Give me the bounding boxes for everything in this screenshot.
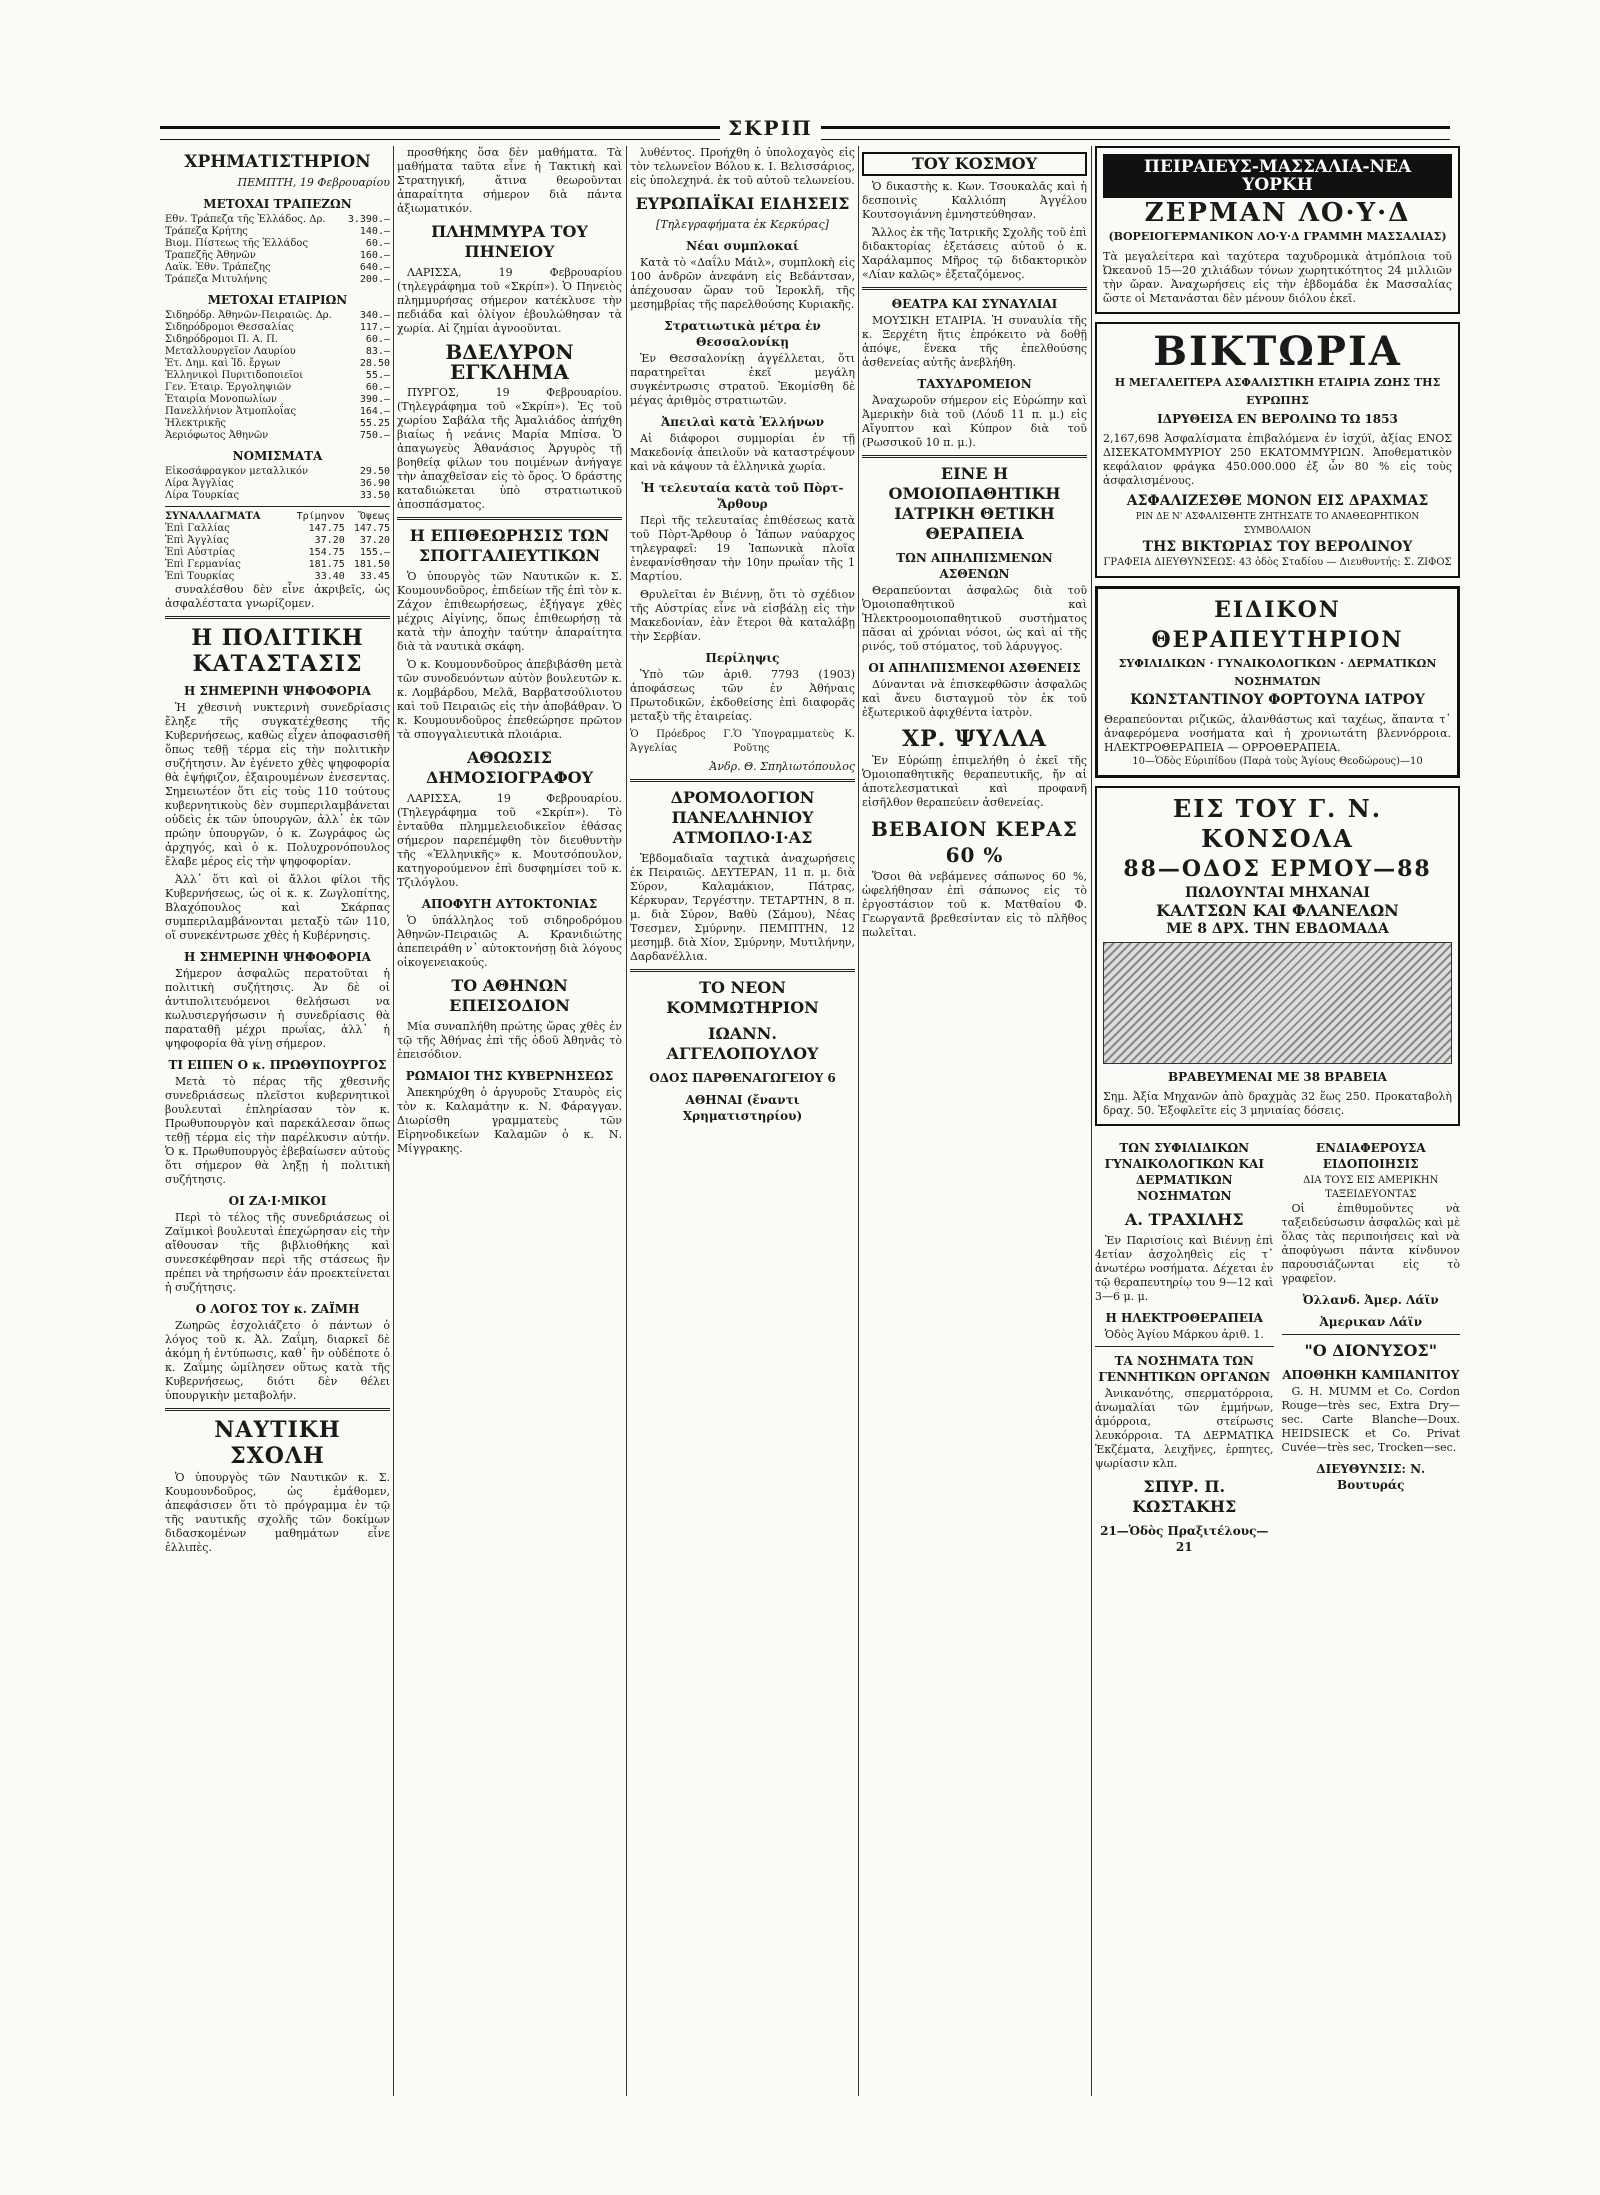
war-title: Στρατιωτικὰ μέτρα ἐν Θεσσαλονίκῃ bbox=[664, 319, 821, 349]
ship-title: ΠΕΙΡΑΙΕΥΣ-ΜΑΣΣΑΛΙΑ-ΝΕΑ ΥΟΡΚΗ bbox=[1103, 154, 1452, 198]
bank-value: 60.— bbox=[365, 238, 390, 249]
bank-value: 200.— bbox=[359, 274, 390, 285]
sign-name: Ἀνδρ. Θ. Σπηλιωτόπουλος bbox=[709, 760, 855, 773]
column-divider bbox=[393, 146, 394, 2096]
kos-title: ΤΑ ΝΟΣΗΜΑΤΑ ΤΩΝ ΓΕΝΝΗΤΙΚΩΝ ΟΡΓΑΝΩΝ bbox=[1098, 1354, 1271, 1384]
fx-head-1: Τρίμηνον bbox=[296, 511, 345, 522]
post-text: Ἀναχωροῦν σήμερον εἰς Εὐρώπην καὶ Ἀμερικὴν διὰ τοῦ (Λόυδ 11 π. μ.) εἰς Αἴγυπτον καὶ Κύπρον διὰ τοῦ (Ρωσσικοῦ 10 π. μ.). bbox=[862, 394, 1087, 449]
fx-name: Ἐπὶ Τουρκίας bbox=[165, 571, 235, 582]
vote-title: Η ΣΗΜΕΡΙΝΗ ΨΗΦΟΦΟΡΙΑ bbox=[184, 684, 371, 698]
trax-title: ΤΩΝ ΣΥΦΙΛΙΔΙΚΩΝ ΓΥΝΑΙΚΟΛΟΓΙΚΩΝ ΚΑΙ ΔΕΡΜΑΤΙΚΩΝ ΝΟΣΗΜΑΤΩΝ bbox=[1104, 1141, 1264, 1203]
paper-text: Ἐν Εὐρώπῃ ἐπιμελήθη ὁ ἐκεῖ τῆς Ὁμοιοπαθητικῆς θεραπευτικῆς, ἤν αἱ ἀποτελεσματικαὶ καὶ προφανῆ εἰσῆλθον θεραπεύειν ἀσθενείας. bbox=[862, 754, 1087, 809]
kos-text: Ἀνικανότης, σπερματόρροια, ἀνωμαλίαι τῶν ἐμμήνων, ἀμόρροια, στείρωσις λευκόρροια. ΤΑ ΔΕΡΜΑΤΙΚΑ Ἐκζέματα, λειχῆνες, ἑρπητες, ψωρίασιν κλπ. bbox=[1095, 1387, 1274, 1470]
companies-title: ΜΕΤΟΧΑΙ ΕΤΑΙΡΙΩΝ bbox=[207, 293, 348, 307]
candle-text: Ὅσοι θὰ νεβάμενες σάπωνος 60 %, ὠφελήθησαν ἐπὶ σάπωνος εἰς τὸ ἐργοστάσιον τοῦ κ. Ματθαίου Φ. Γεωργαντᾶ βρεθεσίνταν εἰς τὸ πλῆθος πωλεῖται. bbox=[862, 870, 1087, 939]
company-value: 390.— bbox=[359, 394, 390, 405]
clash-title: Νέαι συμπλοκαί bbox=[686, 239, 799, 253]
lower-ads-right bbox=[1282, 1134, 1461, 1557]
trax-text: Ἐν Παρισίοις καὶ Βιέννῃ ἐπὶ 4ετίαν ἀσχοληθεὶς εἰς τ᾿ ἀνωτέρω νοσήματα. Δέχεται ἐν τῷ θεραπευτηρίῳ του 9—12 καὶ 3—6 μ. μ. bbox=[1095, 1234, 1274, 1303]
bank-value: 140.— bbox=[359, 226, 390, 237]
crime-title: ΒΔΕΛΥΡΟΝ ΕΓΚΛΗΜΑ bbox=[445, 340, 574, 384]
victoria-company: ΤΗΣ ΒΙΚΤΩΡΙΑΣ ΤΟΥ ΒΕΡΟΛΙΝΟΥ bbox=[1142, 539, 1413, 555]
trax-electro: Η ΗΛΕΚΤΡΟΘΕΡΑΠΕΙΑ bbox=[1105, 1311, 1263, 1325]
konsola-award: ΒΡΑΒΕΥΜΕΝΑΙ ΜΕ 38 ΒΡΑΒΕΙΑ bbox=[1167, 1070, 1387, 1084]
banks-title: ΜΕΤΟΧΑΙ ΤΡΑΠΕΖΩΝ bbox=[203, 197, 352, 211]
fx-name: Ἐπὶ Αὐστρίας bbox=[165, 547, 236, 558]
coin-name: Λίρα Τουρκίας bbox=[165, 490, 240, 501]
theatre-title: ΘΕΑΤΡΑ ΚΑΙ ΣΥΝΑΥΛΙΑΙ bbox=[891, 297, 1058, 311]
bank-row bbox=[165, 274, 390, 286]
fx-note: συναλέσθου δὲν εἶνε ἀκριβεῖς, ὡς ἀσφαλέστατα γνωρίζομεν. bbox=[165, 583, 390, 610]
barber-title-1: ΤΟ ΝΕΟΝ ΚΟΜΜΩΤΗΡΙΟΝ bbox=[666, 978, 819, 1017]
sign-left: Ὁ Πρόεδρος Γ. Ἀγγελίας bbox=[630, 729, 734, 754]
coin-row bbox=[165, 466, 390, 478]
emig-ship-2: Ἀμερικαν Λάϊν bbox=[1319, 1315, 1423, 1329]
konsola-sell: ΠΩΛΟΥΝΤΑΙ ΜΗΧΑΝΑΙ bbox=[1185, 885, 1370, 901]
companies-table bbox=[165, 310, 390, 442]
bank-name: Τράπεζα Μιτυλήνης bbox=[165, 274, 268, 285]
column-divider bbox=[858, 146, 859, 2096]
today-text: Σήμερον ἀσφαλῶς περατοῦται ἡ πολιτικὴ συζήτησις. Ἀν δὲ οἱ ἀντιπολιτευόμενοι θελήσωσι να κωλυσιεργήσωσιν ἡ συνεδρίασις θὰ παραταθῇ μέχρι πρωΐας, ἀλλ᾿ ἡ ψηφοφορία θὰ γίνῃ σήμερον. bbox=[165, 967, 390, 1050]
masthead-title: ΣΚΡΙΠ bbox=[720, 116, 821, 140]
journal-title: ΑΘΩΩΣΙΣ ΔΗΜΟΣΙΟΓΡΑΦΟΥ bbox=[425, 748, 593, 787]
bank-name: Βιομ. Πίστεως τῆς Ἑλλάδος bbox=[165, 238, 309, 249]
speech-text: Ζωηρῶς ἐσχολιάζετο ὁ πάντων ὁ λόγος τοῦ κ. Ἀλ. Ζαΐμη, διαρκεῖ δὲ ἀκόμη ἡ ἐντύπωσις, καθ᾿ ἣν οὐδέποτε ὁ κ. Ζαΐμης ὡμίλησεν οὕτως κατὰ τῆς Κυβερνήσεως, διότι δὲν θέλει ὑπουργικὴν μεταβολήν. bbox=[165, 1319, 390, 1402]
vote-text: Ἡ χθεσινὴ νυκτερινὴ συνεδρίασις ἔληξε τῆς συγκατέχθεσης τῆς Κυβερνήσεως, καθὼς εἶχεν ἀποφασισθῆ ὅπως τεθῇ τέρμα εἰς τὴν πολιτικὴν συζήτησιν. Ἀν ἐγένετο χθὲς ψηφοφορία θὰ ἐψήφιζον, ἐξαιρουμένων ἐνεσεντας. Σημειωτέον ὅτι εἰς τοὺς 110 τούτους κυβερνητικοὺς δὲν συμπεριλαμβάνεται οὐδεὶς ἐκ τῶν ὑπουργῶν, ἀλλ᾿ ἐκ τῶν πρώην ὑπουργῶν, ὁ κ. Ζωγράφος ὡς ἀρχηγός, καὶ ὁ κ. Πολυχρονόπουλος ἔλαβε μέρος εἰς τὴν ψηφοφορίαν. bbox=[165, 701, 390, 868]
col3-intro: λυθέντος. Προήχθη ὁ ὑπολοχαγὸς εἰς τὸν τελωνεῖον Βόλου κ. Ι. Βελισσάριος, εἰς ὑπολεχηνά. ἐκ τοῦ αὐτοῦ τελωνείου. bbox=[630, 146, 855, 187]
ship-name: ΖΕΡΜΑΝ ΛΟ·Υ·Δ bbox=[1144, 198, 1411, 228]
coins-table bbox=[165, 466, 390, 502]
theatre-text: ΜΟΥΣΙΚΗ ΕΤΑΙΡΙΑ. Ἡ συναυλία τῆς κ. Ξερχέτη ἥτις ἐπρόκειτο νὰ δοθῇ ἀπόψε, ἕνεκα τῆς ἐπελθούσης ἀσθενείας αὐτῆς ἀνεβλήθη. bbox=[862, 314, 1087, 369]
last-text: Μία συναπλήθη πρώτης ὥρας χθὲς ἐν τῷ τῆς Ἀθήνας ἐπὶ τῆς ὁδοῦ Ἀθηνᾶς τὸ ἐπεισόδιον. bbox=[397, 1020, 622, 1061]
candle-title: ΒΕΒΑΙΟΝ ΚΕΡΑΣ 60 % bbox=[871, 817, 1078, 867]
column-2 bbox=[397, 146, 622, 2096]
konsola-what: ΚΑΛΤΣΩΝ ΚΑΙ ΦΛΑΝΕΛΩΝ bbox=[1156, 901, 1399, 920]
column-divider bbox=[626, 146, 627, 2096]
last-text-2: Ἀπεκηρύχθη ὁ ἀργυροῦς Σταυρὸς εἰς τὸν κ. Καλαμάτην κ. Ν. Φάραγγαν. Διωρίσθη γραμματεὺς τῶν Εἰρηνοδικείων Καλαμῶν ὁ κ. Ν. Μίγγρακης. bbox=[397, 1086, 622, 1155]
signatures bbox=[630, 728, 855, 756]
bank-name: Τραπεζῆς Ἀθηνῶν bbox=[165, 250, 256, 261]
politics-title: Η ΠΟΛΙΤΙΚΗ ΚΑΤΑΣΤΑΣΙΣ bbox=[191, 625, 364, 677]
victoria-seek: ΡΙΝ ΔΕ Ν' ΑΣΦΑΛΙΣΘΗΤΕ ΖΗΤΗΣΑΤΕ ΤΟ ΑΝΑΘΕΩΡΗΤΙΚΟΝ ΣΥΜΒΟΛΑΙΟΝ bbox=[1135, 512, 1420, 536]
company-value: 60.— bbox=[365, 334, 390, 345]
world-text: Ὁ δικαστὴς κ. Κων. Τσουκαλᾶς καὶ ἡ δεσποινὶς Καλλιόπη Ἀγγέλου Κουτσογιάννη ἐμνηστεύθησαν. bbox=[862, 180, 1087, 221]
clinic-text: Θεραπεύονται ριζικῶς, ἀλανθάστως καὶ ταχέως, ἅπαντα τ᾿ ἀναφερόμενα νοσήματα καὶ ἡ χρονιωτάτη βλεννόρροια. ΗΛΕΚΤΡΟΘΕΡΑΠΕΙΑ — ΟΡΡΟΘΕΡΑΠΕΙΑ. bbox=[1104, 713, 1451, 754]
cure-title: ΕΙΝΕ Η ΟΜΟΙΟΠΑΘΗΤΙΚΗ ΙΑΤΡΙΚΗ ΘΕΤΙΚΗ ΘΕΡΑΠΕΙΑ bbox=[888, 464, 1061, 543]
bank-value: 3.390.— bbox=[347, 214, 390, 225]
victoria-insure: ΑΣΦΑΛΙΖΕΣΘΕ ΜΟΝΟΝ ΕΙΣ ΔΡΑΧΜΑΣ bbox=[1126, 493, 1429, 509]
fx-name: Ἐπὶ Ἀγγλίας bbox=[165, 535, 229, 546]
company-row bbox=[165, 406, 390, 418]
cure-text: Θεραπεύονται ἀσφαλῶς διὰ τοῦ Ὁμοιοπαθητικοῦ καὶ Ἠλεκτροομοιοπαθητικοῦ συστήματος πᾶσαι αἱ χρόνιαι νόσοι, ὡς καὶ αἱ τῆς ρινός, τοῦ στόματος, τοῦ λάρυγγος. bbox=[862, 584, 1087, 653]
europe-title: ΕΥΡΩΠΑΪΚΑΙ ΕΙΔΗΣΕΙΣ bbox=[635, 194, 850, 213]
emig-text: Οἱ ἐπιθυμοῦντες νὰ ταξειδεύσωσιν ἀσφαλῶς καὶ μὲ ὅλας τὰς περιποιήσεις καὶ νὰ ἀποφύγωσι πάντα κίνδυνον παρουσιάζωνται εἰς τὸ γραφεῖον. bbox=[1281, 1202, 1460, 1285]
fx-sight: 37.20 bbox=[359, 535, 390, 546]
company-name: Μεταλλουργεῖον Λαυρίου bbox=[165, 346, 296, 357]
kos-name: ΣΠΥΡ. Π. ΚΩΣΤΑΚΗΣ bbox=[1132, 1477, 1237, 1516]
fx-name: Ἐπὶ Γερμανίας bbox=[165, 559, 241, 570]
today-title: Η ΣΗΜΕΡΙΝΗ ΨΗΦΟΦΟΡΙΑ bbox=[184, 950, 371, 964]
banks-table bbox=[165, 214, 390, 286]
bank-value: 640.— bbox=[359, 262, 390, 273]
fx-sight: 181.50 bbox=[353, 559, 390, 570]
port-text: Περὶ τῆς τελευταίας ἐπιθέσεως κατὰ τοῦ Πὸρτ-Ἄρθουρ ὁ Ἰάπων ναύαρχος τηλεγραφεῖ: 19 Ἰαπωνικὰ πλοῖα ἐνεφανίσθησαν τὴν 10ην πρωΐαν τῆς 1 Μαρτίου. bbox=[630, 514, 855, 583]
company-value: 83.— bbox=[365, 346, 390, 357]
fx-table bbox=[165, 511, 390, 583]
post-title: ΤΑΧΥΔΡΟΜΕΙΟΝ bbox=[917, 377, 1032, 391]
cure-sub: ΤΩΝ ΑΠΗΛΠΙΣΜΕΝΩΝ ΑΣΘΕΝΩΝ bbox=[896, 551, 1053, 581]
fx-row bbox=[165, 559, 390, 571]
bank-row bbox=[165, 250, 390, 262]
fx-3month: 154.75 bbox=[308, 547, 345, 558]
bank-name: Λαϊκ. Ἐθν. Τράπεζης bbox=[165, 262, 271, 273]
europe-sub: [Τηλεγραφήματα ἐκ Κερκύρας] bbox=[656, 218, 829, 231]
konsola-title: ΕΙΣ ΤΟΥ Γ. Ν. ΚΟΝΣΟΛΑ bbox=[1172, 794, 1383, 853]
fx-3month: 181.75 bbox=[308, 559, 345, 570]
company-value: 55.25 bbox=[359, 418, 390, 429]
naval-title: ΝΑΥΤΙΚΗ ΣΧΟΛΗ bbox=[214, 1417, 341, 1469]
clinic-doctor: ΚΩΝΣΤΑΝΤΙΝΟΥ ΦΟΡΤΟΥΝΑ ΙΑΤΡΟΥ bbox=[1130, 692, 1425, 708]
war-text: Ἐν Θεσσαλονίκῃ ἀγγέλλεται, ὅτι παρατηρεῖται ἐκεῖ μεγάλη συγκέντρωσις στρατοῦ. Ἐκομίσθη δὲ μέγας ἀριθμὸς στρατιωτῶν. bbox=[630, 352, 855, 407]
bank-name: Εθν. Τράπεζα τῆς Ἑλλάδος. Δρ. bbox=[165, 214, 326, 225]
company-name: Ἑταιρία Μονοπωλίων bbox=[165, 394, 277, 405]
fx-head-2: Ὄψεως bbox=[359, 511, 390, 522]
trax-name: Α. ΤΡΑΧΙΛΗΣ bbox=[1124, 1210, 1244, 1229]
company-name: Σιδηρόδρ. Ἀθηνῶν-Πειραιῶς. Δρ. bbox=[165, 310, 332, 321]
company-row bbox=[165, 394, 390, 406]
bank-row bbox=[165, 262, 390, 274]
coin-value: 33.50 bbox=[359, 490, 390, 501]
fx-sight: 155.— bbox=[359, 547, 390, 558]
fx-sight: 33.45 bbox=[359, 571, 390, 582]
company-value: 750.— bbox=[359, 430, 390, 441]
bank-row bbox=[165, 226, 390, 238]
barber-city: ΑΘΗΝΑΙ (ἔναντι Χρηματιστηρίου) bbox=[682, 1093, 803, 1123]
clinic-address: 10—Ὁδὸς Εὐριπίδου (Παρὰ τοὺς Ἁγίους Θεοδώρους)—10 bbox=[1132, 756, 1423, 767]
lower-ads-left bbox=[1095, 1134, 1274, 1557]
fx-row bbox=[165, 523, 390, 535]
company-row bbox=[165, 334, 390, 346]
fx-3month: 147.75 bbox=[308, 523, 345, 534]
company-value: 117.— bbox=[359, 322, 390, 333]
bank-row bbox=[165, 238, 390, 250]
company-value: 340.— bbox=[359, 310, 390, 321]
coin-name: Εἰκοσάφραγκον μεταλλικόν bbox=[165, 466, 309, 477]
ship-ad bbox=[1095, 146, 1460, 314]
victoria-sub: Η ΜΕΓΑΛΕΙΤΕΡΑ ΑΣΦΑΛΙΣΤΙΚΗ ΕΤΑΙΡΙΑ ΖΩΗΣ ΤΗΣ ΕΥΡΩΠΗΣ bbox=[1114, 376, 1441, 407]
coin-value: 36.90 bbox=[359, 478, 390, 489]
sponge-text-2: Ὁ κ. Κουμουνδοῦρος ἀπεβιβάσθη μετὰ τῶν συνοδευόντων αὐτὸν βουλευτῶν κ. κ. Λομβάρδου, Μελᾶ, Βαρβατσούλιοτου καὶ τοῦ Πειραιῶς εἰς τὴν ἀποβάθραν. Ὁ κ. Κουμουνδοῦρος ἐπεθεώρησε πρῶτον τὰ σπογγαλιευτικὰ πλοιάρια. bbox=[397, 658, 622, 741]
company-row bbox=[165, 430, 390, 442]
company-value: 60.— bbox=[365, 382, 390, 393]
fx-row bbox=[165, 535, 390, 547]
fx-sight: 147.75 bbox=[353, 523, 390, 534]
company-row bbox=[165, 322, 390, 334]
victoria-ad bbox=[1095, 322, 1460, 578]
journal-text: ΛΑΡΙΣΣΑ, 19 Φεβρουαρίου. (Τηλεγράφημα τοῦ «Σκρίπ»). Τὸ ἐνταῦθα πλημμελειοδικεῖον ἐθάσας σήμερον παρεπέμφθη τὸν διευθυντὴν τῆς «Ἑλληνικῆς» κ. Μουτσόπουλον, κατηγορούμενον ἐπὶ δυσφημίσει τοῦ κ. Τζιλόγλου. bbox=[397, 792, 622, 889]
fx-3month: 33.40 bbox=[314, 571, 345, 582]
company-value: 55.— bbox=[365, 370, 390, 381]
sewing-machine-illustration bbox=[1103, 942, 1452, 1064]
arrest-text: Αἱ διάφοροι συμμορίαι ἐν τῇ Μακεδονίᾳ ἀπειλοῦν νὰ καταστρέψουν καὶ νὰ κάψουν τὰ ἑλληνικὰ χωρία. bbox=[630, 432, 855, 473]
victoria-text: 2,167,698 Ἀσφαλίσματα ἐπιβαλόμενα ἐν ἰσχύϊ, ἀξίας ΕΝΟΣ ΔΙΣΕΚΑΤΟΜΜΥΡΙΟΥ 250 ΕΚΑΤΟΜΜΥΡΙΩΝ. Ἀποθεματικὸν κεφάλαιον φράγκα 450.000.000 ἐξ ὧν 80 % εἰς τοὺς ἀσφαλισμένους. bbox=[1103, 432, 1452, 487]
jap-text: Ὑπὸ τῶν ἀριθ. 7793 (1903) ἀποφάσεως τῶν ἐν Ἀθήναις Πρωτοδικῶν, ἐκδοθείσης ἐπὶ διαφορᾶς μεταξὺ τῆς ἑταιρείας. bbox=[630, 668, 855, 723]
ship-sub: (ΒΟΡΕΙΟΓΕΡΜΑΝΙΚΟΝ ΛΟ·Υ·Δ ΓΡΑΜΜΗ ΜΑΣΣΑΛΙΑΣ) bbox=[1108, 230, 1447, 243]
coin-row bbox=[165, 478, 390, 490]
victoria-found: ΙΔΡΥΘΕΙΣΑ ΕΝ ΒΕΡΟΛΙΝΩ ΤΩ 1853 bbox=[1157, 412, 1398, 426]
fx-title: ΣΥΝΑΛΛΑΓΜΑΤΑ bbox=[165, 511, 261, 522]
company-name: Πανελλήνιον Ἀτμοπλοΐας bbox=[165, 406, 297, 417]
ship-text: Τὰ μεγαλείτερα καὶ ταχύτερα ταχυδρομικὰ ἀτμόπλοια τοῦ Ὠκεανοῦ 15—20 χιλιάδων τόνων χωρητικότητος 24 μιλλιῶν τὴν ὥραν. Ἀναχωρήσεις εἰς τὴν ἑβδομάδα ἐκ Μασσαλίας ὥστε οἱ Μετανάσται δὲν μένουν διόλου ἐκεῖ. bbox=[1103, 250, 1452, 305]
lower-ads bbox=[1095, 1134, 1460, 1557]
dion-sub: ΑΠΟΘΗΚΗ ΚΑΜΠΑΝΙΤΟΥ bbox=[1282, 1368, 1460, 1382]
flood-title: ΠΛΗΜΜΥΡΑ ΤΟΥ ΠΗΝΕΙΟΥ bbox=[431, 222, 588, 261]
company-row bbox=[165, 382, 390, 394]
flood-text: ΛΑΡΙΣΣΑ, 19 Φεβρουαρίου (τηλεγράφημα τοῦ «Σκρίπ»). Ὁ Πηνειὸς πλημμυρήσας σήμερον κατέκλυσε τὴν πεδιάδα καὶ ὀλίγον ἐβουλώθησαν τὰ χωρία. Αἱ ζημίαι ἀγνοοῦνται. bbox=[397, 266, 622, 335]
company-row bbox=[165, 418, 390, 430]
jap-title: Περίληψις bbox=[705, 651, 780, 665]
sponge-text: Ὁ ὑπουργὸς τῶν Ναυτικῶν κ. Σ. Κουμουνδοῦρος, ἐπιδείων τῆς ἐπὶ τὸν κ. Ζάχον ἐπιθεωρήσεως, ἐξήγαγε χθὲς μέχρις Αἰγίνης, ὅπως ἐπιθεωρήσῃ τὰ κατὰ τὴν ἀποχὴν ταύτην ἀπαραίτητα διὰ τὰ ναυτικὰ σκάφη. bbox=[397, 570, 622, 653]
world-text-2: Ἄλλος ἐκ τῆς Ἰατρικῆς Σχολῆς τοῦ ἐπὶ διδακτορίας ἐξετάσεις αὐτοῦ ὁ κ. Χαράλαμπος Μῆρος τῷ διδακτορικὸν «Λίαν καλῶς» ἐξεταζόμενος. bbox=[862, 226, 1087, 281]
company-row bbox=[165, 310, 390, 322]
rail-title: ΔΡΟΜΟΛΟΓΙΟΝ ΠΑΝΕΛΛΗΝΙΟΥ ΑΤΜΟΠΛΟ·Ι·ΑΣ bbox=[670, 788, 815, 847]
company-name: Σιδηρόδρομοι Π. Α. Π. bbox=[165, 334, 278, 345]
victoria-address: ΓΡΑΦΕΙΑ ΔΙΕΥΘΥΝΣΕΩΣ: 43 ὁδὸς Σταδίου — Διευθυντής: Σ. ΖΙΦΟΣ bbox=[1103, 557, 1452, 568]
pm-text: Μετὰ τὸ πέρας τῆς χθεσινῆς συνεδριάσεως πλεῖστοι κυβερνητικοὶ βουλευταὶ ἐπληρίασαν τὸν κ. Πρωθυπουργὸν καὶ παρεκάλεσαν ὅπως τεθῇ τέρμα εἰς τὴν παρέλκυσιν αὐτήν. Ὁ κ. Πρωθυπουργὸς ἐβεβαίωσεν αὐτοὺς ὅτι σήμερον θὰ ληξῃ ἡ πολιτικὴ συζήτησις. bbox=[165, 1075, 390, 1186]
clinic-ad bbox=[1095, 586, 1460, 778]
konsola-price: ΜΕ 8 ΔΡΧ. ΤΗΝ ΕΒΔΟΜΑΔΑ bbox=[1166, 921, 1389, 937]
konsola-ad bbox=[1095, 786, 1460, 1126]
rail-text: Ἑβδομαδιαῖα ταχτικὰ ἀναχωρήσεις ἐκ Πειραιῶς. ΔΕΥΤΕΡΑΝ, 11 π. μ. διὰ Σύρον, Καλαμάκιον, Πάτρας, Κέρκυραν, Τεργέστην. ΤΕΤΑΡΤΗΝ, 8 π. μ. διὰ Σύρον, Βαθὺ (Σάμου), Νέας Τσεσμεν, Σμύρνην. ΠΕΜΠΤΗΝ, 12 μεσημβ. διὰ Χίον, Σμύρνην, Μυτιλήνην, Δαρδανέλλια. bbox=[630, 852, 855, 963]
coin-value: 29.50 bbox=[359, 466, 390, 477]
zaimis-title: ΟΙ ΖΑ·Ι·ΜΙΚΟΙ bbox=[228, 1194, 327, 1208]
tax-title: ΑΠΟΦΥΓΗ ΑΥΤΟΚΤΟΝΙΑΣ bbox=[421, 897, 598, 911]
zaimis-text: Περὶ τὸ τέλος τῆς συνεδριάσεως οἱ Ζαϊμικοὶ βουλευταὶ ἐπεχώρησαν εἰς τὴν αἴθουσαν τῆς βιβλιοθήκης καὶ συνεσκέφθησαν περὶ τῆς στάσεως ἣν πρέπει νὰ τηρήσωσιν ἐάν προεκτείνεται ἡ συζήτησις. bbox=[165, 1211, 390, 1294]
market-date: ΠΕΜΠΤΗ, 19 Φεβρουαρίου bbox=[237, 176, 390, 189]
dion-title: "Ο ΔΙΟΝΥΣΟΣ" bbox=[1304, 1341, 1438, 1360]
bank-name: Τράπεζα Κρήτης bbox=[165, 226, 248, 237]
crime-text: ΠΥΡΓΟΣ, 19 Φεβρουαρίου. (Τηλεγράφημα τοῦ «Σκρίπ»). Ἐς τοῦ χωρίου Σαβάλα τῆς Ἀμαλιάδος ἀπήχθη βιαίως ἡ νεάνις Μαρία Μπίσα. Ὁ ἀπαγωγεὺς Ἀθανάσιος Ἀργυρὸς τῇ βοηθείᾳ φίλων του ποιμένων ἀνήγαγε τὴν ἀπαχθεῖσαν εἰς τὸ ὄρος. Ὁ δράστης καταδιώκεται ὑπὸ στρατιωτικοῦ ἀποσπάσματος. bbox=[397, 386, 622, 511]
coin-name: Λίρα Ἀγγλίας bbox=[165, 478, 234, 489]
speech-title: Ο ΛΟΓΟΣ ΤΟΥ κ. ΖΑΪΜΗ bbox=[195, 1302, 360, 1316]
last-title: ΤΟ ΑΘΗΝΩΝ ΕΠΕΙΣΟΔΙΟΝ bbox=[449, 976, 570, 1015]
column-divider bbox=[1091, 146, 1092, 2096]
paper-title: ΧΡ. ΨΥΛΛΑ bbox=[902, 726, 1047, 752]
company-name: Ἀεριόφωτος Ἀθηνῶν bbox=[165, 430, 269, 441]
sponge-title: Η ΕΠΙΘΕΩΡΗΣΙΣ ΤΩΝ ΣΠΟΓΓΑΛΙΕΥΤΙΚΩΝ bbox=[409, 526, 610, 565]
company-name: Ἑτ. Δημ. καὶ Ἰδ. ἔργων bbox=[165, 358, 281, 369]
last-title-2: ΡΩΜΑΙΟΙ ΤΗΣ ΚΥΒΕΡΝΗΣΕΩΣ bbox=[405, 1069, 614, 1083]
desp-title: ΟΙ ΑΠΗΛΠΙΣΜΕΝΟΙ ΑΣΘΕΝΕΙΣ bbox=[868, 661, 1081, 675]
port-title: Ἡ τελευταία κατὰ τοῦ Πὸρτ-Ἄρθουρ bbox=[641, 481, 844, 511]
coin-row bbox=[165, 490, 390, 502]
fx-name: Ἐπὶ Γαλλίας bbox=[165, 523, 230, 534]
company-name: Ἑλληνικοὶ Πυριτιδοποιεῖοι bbox=[165, 370, 304, 381]
company-row bbox=[165, 370, 390, 382]
company-value: 28.50 bbox=[359, 358, 390, 369]
tax-text: Ὁ ὑπάλληλος τοῦ σιδηροδρόμου Ἀθηνῶν-Πειραιῶς Α. Κρανιδιώτης ἀπεπειράθη ν᾿ αὐτοκτονήσῃ διὰ λόγους οἰκογενειακούς. bbox=[397, 914, 622, 969]
vote-text-2: Ἀλλ᾿ ὅτι καὶ οἱ ἄλλοι φίλοι τῆς Κυβερνήσεως, ὡς οἱ κ. κ. Ζωγλοπίτης, Βλαχόπουλος καὶ Σκάρπας συμπεριλαμβάνονται μεταξὺ τῶν 110, οἵ συνεκέντρωσε χθὲς ἡ Κυβέρνησις. bbox=[165, 873, 390, 942]
dion-text: G. H. MUMM et Co. Cordon Rouge—très sec, Extra Dry—sec. Carte Blanche—Doux. HEIDSIECK et Co. Privat Cuvée—très sec, Trocken—sec. bbox=[1281, 1385, 1460, 1454]
barber-title-2: ΙΩΑΝΝ. ΑΓΓΕΛΟΠΟΥΛΟΥ bbox=[666, 1024, 819, 1063]
dion-address: ΔΙΕΥΘΥΝΣΙΣ: Ν. Βουτυράς bbox=[1316, 1462, 1426, 1492]
column-1 bbox=[165, 146, 390, 2096]
ads-column bbox=[1095, 146, 1460, 2096]
bank-value: 160.— bbox=[359, 250, 390, 261]
company-row bbox=[165, 346, 390, 358]
fx-row bbox=[165, 547, 390, 559]
desp-text: Δύνανται νὰ ἐπισκεφθῶσιν ἀσφαλῶς καὶ ἄνευ δισταγμοῦ τὸν ἐκ τοῦ ἐξωτερικοῦ ἀφιχθέντα ἰατρὸν. bbox=[862, 678, 1087, 719]
company-name: Γεν. Ἑταιρ. Ἐργοληψιῶν bbox=[165, 382, 292, 393]
fx-row bbox=[165, 571, 390, 583]
barber-address: ΟΔΟΣ ΠΑΡΘΕΝΑΓΩΓΕΙΟΥ 6 bbox=[649, 1071, 836, 1085]
kos-address: 21—Ὁδὸς Πραξιτέλους—21 bbox=[1100, 1524, 1269, 1554]
market-title: ΧΡΗΜΑΤΙΣΤΗΡΙΟΝ bbox=[184, 152, 371, 172]
company-name: Σιδηρόδρομοι Θεσσαλίας bbox=[165, 322, 294, 333]
bank-row bbox=[165, 214, 390, 226]
company-row bbox=[165, 358, 390, 370]
konsola-text: Σημ. Ἀξία Μηχανῶν ἀπὸ δραχμὰς 32 ἕως 250. Προκαταβολὴ δραχ. 50. Ἐξοφλεῖτε εἰς 3 μηνιαίας δόσεις. bbox=[1103, 1090, 1452, 1117]
konsola-address: 88—ΟΔΟΣ ΕΡΜΟΥ—88 bbox=[1123, 856, 1432, 882]
emig-title: ΕΝΔΙΑΦΕΡΟΥΣΑ ΕΙΔΟΠΟΙΗΣΙΣ bbox=[1315, 1141, 1426, 1171]
clinic-title: ΕΙΔΙΚΟΝ ΘΕΡΑΠΕΥΤΗΡΙΟΝ bbox=[1151, 597, 1404, 653]
port-text-2: Θρυλεῖται ἐν Βιέννῃ, ὅτι τὸ σχέδιον τῆς Αὐστρίας εἶνε νὰ εἰσβάλῃ εἰς τὴν Μακεδονίαν, ἐὰν ἕτεροι θὰ καταλάβῃ τὴν Σερβίαν. bbox=[630, 588, 855, 643]
world-title: ΤΟΥ ΚΟΣΜΟΥ bbox=[862, 152, 1087, 176]
pm-title: ΤΙ ΕΙΠΕΝ Ο κ. ΠΡΩΘΥΠΟΥΡΓΟΣ bbox=[168, 1058, 387, 1072]
coins-title: ΝΟΜΙΣΜΑΤΑ bbox=[232, 449, 323, 463]
clinic-sub: ΣΥΦΙΛΙΔΙΚΩΝ · ΓΥΝΑΙΚΟΛΟΓΙΚΩΝ · ΔΕΡΜΑΤΙΚΩΝ ΝΟΣΗΜΑΤΩΝ bbox=[1118, 657, 1437, 688]
trax-address: Ὁδὸς Ἁγίου Μάρκου ἀριθ. 1. bbox=[1104, 1328, 1264, 1341]
col2-intro: προσθήκης ὅσα δὲν μαθήματα. Τὰ μαθήματα ταῦτα εἶνε ἡ Τακτικὴ καὶ Στρατηγική, ἅτινα θεωροῦνται ἀπαραίτητα σήμερον διὰ πάντα ἀξιωματικόν. bbox=[397, 146, 622, 215]
naval-text: Ὁ ὑπουργὸς τῶν Ναυτικῶν κ. Σ. Κουμουνδοῦρος, ὡς ἐμάθομεν, ἀπεφάσισεν ὅτι τὸ πρόγραμμα ἐν τῷ τῆς ναυτικῆς σχολῆς τῶν δοκίμων διδασκομένων μαθημάτων εἶνε ἐλλιπὲς. bbox=[165, 1471, 390, 1554]
column-4 bbox=[862, 146, 1087, 2096]
arrest-title: Ἀπειλαὶ κατὰ Ἑλλήνων bbox=[660, 415, 825, 429]
column-3 bbox=[630, 146, 855, 2096]
clash-text: Κατὰ τὸ «Δαΐλυ Μάιλ», συμπλοκὴ εἰς 100 ἀνδρῶν ἀνεφάνη εἰς Βεδάντσαν, ἀπέχουσαν ὥραν τοῦ Ἰεροκλῆ, τῆς μεσημβρίας τῆς παρελθούσης Κυριακῆς. bbox=[630, 256, 855, 311]
sign-right: Ὁ Ὑπογραμματεὺς Κ. Ροῦτης bbox=[733, 729, 855, 754]
emig-ship-1: Ὀλλανδ. Ἀμερ. Λάϊν bbox=[1302, 1293, 1439, 1307]
emig-sub: ΔΙΑ ΤΟΥΣ ΕΙΣ ΑΜΕΡΙΚΗΝ ΤΑΞΕΙΔΕΥΟΝΤΑΣ bbox=[1303, 1175, 1439, 1200]
company-value: 164.— bbox=[359, 406, 390, 417]
victoria-title: ΒΙΚΤΩΡΙΑ bbox=[1153, 328, 1402, 375]
company-name: Ἠλεκτρικῆς bbox=[165, 418, 226, 429]
fx-3month: 37.20 bbox=[314, 535, 345, 546]
